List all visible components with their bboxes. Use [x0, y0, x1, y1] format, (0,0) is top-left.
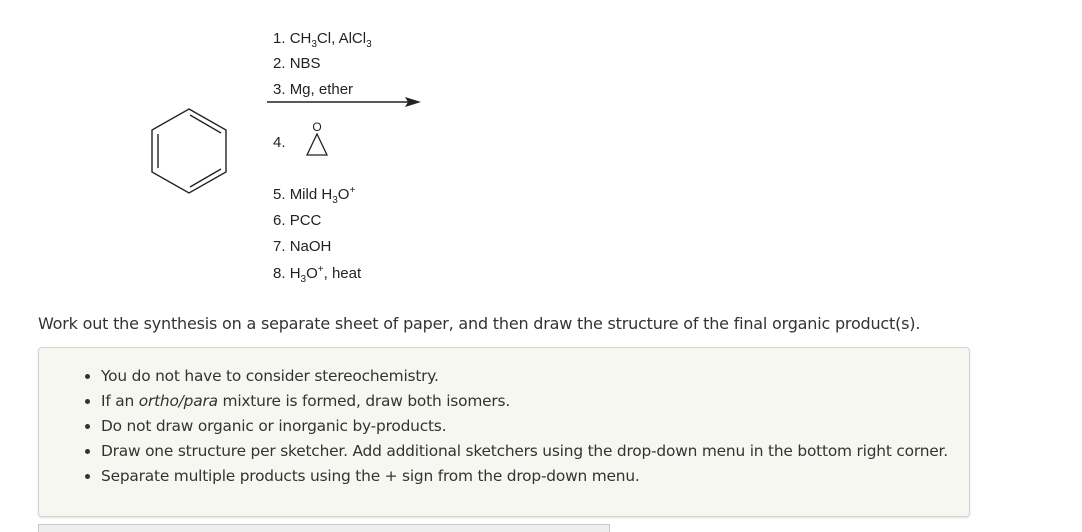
hint-item: • Draw one structure per sketcher. Add additional sketchers using the drop-down menu in the bottom right corner. — [101, 439, 969, 464]
reagent-text: + — [317, 264, 324, 275]
hint-item: • Separate multiple products using the + sign from the drop-down menu. — [101, 464, 969, 489]
reagent-7 — [273, 238, 331, 255]
reagent-number: 5. — [273, 186, 290, 203]
reagent-3 — [273, 81, 353, 98]
reagent-6 — [273, 212, 321, 229]
reagent-number: 8. — [273, 265, 290, 282]
reagent-5 — [273, 185, 355, 206]
reagent-text: NaOH — [289, 238, 332, 255]
reagent-text: + — [349, 185, 356, 196]
hint-emphasis: ortho/para — [138, 392, 218, 410]
reagent-text: CH — [289, 30, 312, 47]
reagent-number: 3. — [273, 81, 290, 98]
reagent-text: NBS — [289, 55, 321, 72]
reagent-4 — [273, 134, 286, 151]
reagent-text: Cl, AlCl — [316, 30, 367, 47]
reagent-text: O — [337, 186, 350, 203]
benzene-structure — [152, 109, 226, 193]
reagent-number: 2. — [273, 55, 290, 72]
reagent-number: 7. — [273, 238, 290, 255]
reaction-arrow — [267, 97, 421, 107]
reagent-8 — [273, 264, 361, 285]
reagent-text: 3 — [366, 39, 372, 50]
hint-item: • Do not draw organic or inorganic by-products. — [101, 414, 969, 439]
reagent-number: 1. — [273, 30, 290, 47]
reagent-number: 6. — [273, 212, 290, 229]
sketcher-toolbar[interactable] — [38, 524, 610, 532]
hint-list — [39, 348, 969, 489]
reagent-text: , heat — [323, 265, 362, 282]
reagent-text: Mg, ether — [289, 81, 354, 98]
reagent-text: Mild H — [289, 186, 333, 203]
reagent-text: PCC — [289, 212, 322, 229]
reagent-2 — [273, 55, 321, 72]
hint-box — [38, 347, 970, 517]
hint-item: • If an ortho/para mixture is formed, draw both isomers. — [101, 389, 969, 414]
reagent-text: H — [289, 265, 301, 282]
epoxide-structure — [307, 120, 327, 155]
reagent-1 — [273, 30, 372, 50]
reagent-text: 3 — [332, 195, 338, 206]
question-text: Work out the synthesis on a separate sheet of paper, and then draw the structure of the final organic product(s). — [38, 314, 921, 333]
epoxide-oxygen-label: O — [312, 120, 322, 134]
reagent-text: O — [306, 265, 318, 282]
hint-item: • You do not have to consider stereochemistry. — [101, 364, 969, 389]
reagent-text: 3 — [311, 39, 317, 50]
reagent-text: 3 — [300, 274, 307, 285]
reagent-number: 4. — [273, 134, 286, 151]
